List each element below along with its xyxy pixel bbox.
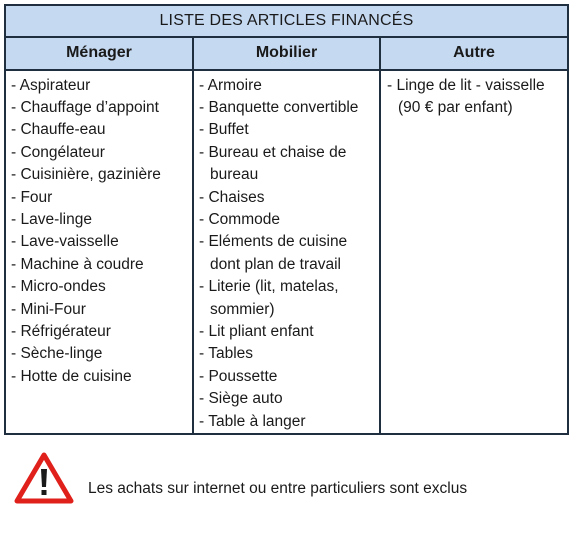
table-body-row	[6, 71, 567, 434]
list-item: - Linge de lit - vaisselle (90 € par enfant)	[387, 75, 563, 120]
column-header-autre: Autre	[453, 44, 495, 62]
list-item: - Literie (lit, matelas, sommier)	[199, 276, 379, 321]
list-item: - Réfrigérateur	[11, 321, 192, 343]
warning-icon	[14, 452, 74, 504]
column-header-mobilier: Mobilier	[194, 38, 381, 68]
list-item: - Commode	[199, 209, 379, 231]
warning-triangle-graphic	[14, 452, 74, 504]
autre-cell	[381, 71, 567, 434]
list-item: - Bureau et chaise de bureau	[199, 142, 379, 187]
list-item: - Buffet	[199, 119, 379, 141]
list-item: - Chaises	[199, 187, 379, 209]
list-item: - Lit pliant enfant	[199, 321, 379, 343]
menager-list	[11, 75, 192, 389]
list-item: - Armoire	[199, 75, 379, 97]
list-item: - Banquette convertible	[199, 97, 379, 119]
list-item: - Siège auto	[199, 388, 379, 410]
list-item: - Aspirateur	[11, 75, 192, 97]
exclamation-dot	[42, 490, 47, 495]
table-header-row	[6, 38, 567, 70]
table-title: LISTE DES ARTICLES FINANCÉS	[6, 6, 567, 38]
menager-cell	[6, 71, 194, 434]
autre-list	[387, 75, 563, 120]
list-item: - Chauffe-eau	[11, 119, 192, 141]
list-item: - Machine à coudre	[11, 254, 192, 276]
list-item: - Sèche-linge	[11, 343, 192, 365]
list-item: - Lave-vaisselle	[11, 231, 192, 253]
exclusion-notice: Les achats sur internet ou entre particuliers sont exclus	[88, 480, 468, 497]
financed-items-table	[4, 4, 569, 435]
list-item: - Micro-ondes	[11, 276, 192, 298]
list-item: - Mini-Four	[11, 299, 192, 321]
mobilier-cell	[194, 71, 381, 434]
list-item: - Eléments de cuisine dont plan de travail	[199, 231, 379, 276]
list-item: - Congélateur	[11, 142, 192, 164]
mobilier-list	[199, 75, 379, 434]
list-item: - Poussette	[199, 366, 379, 388]
column-header-menager: Ménager	[6, 38, 194, 68]
list-item: - Tables	[199, 343, 379, 365]
list-item: - Four	[11, 187, 192, 209]
exclamation-mark	[41, 469, 47, 487]
list-item: - Cuisinière, gazinière	[11, 164, 192, 186]
list-item: - Chauffage d’appoint	[11, 97, 192, 119]
list-item: - Lave-linge	[11, 209, 192, 231]
list-item: - Table à langer	[199, 411, 379, 433]
list-item: - Hotte de cuisine	[11, 366, 192, 388]
